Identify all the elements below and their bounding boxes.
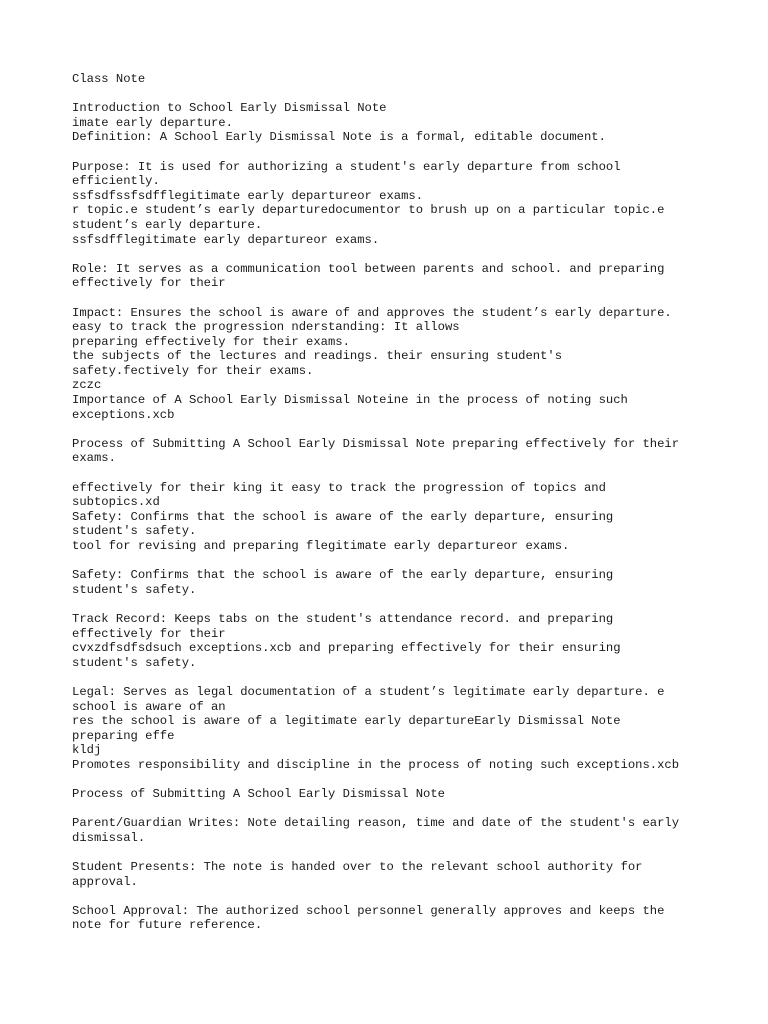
text-line: Importance of A School Early Dismissal Noteine in the process of noting such: [72, 393, 628, 408]
text-line: note for future reference.: [72, 918, 263, 933]
text-line: efficiently.: [72, 174, 160, 189]
paragraph: [72, 568, 702, 597]
text-line: preparing effectively for their exams.: [72, 334, 350, 349]
text-line: safety.fectively for their exams.: [72, 363, 314, 378]
text-line: student's safety.: [72, 524, 197, 539]
paragraph: [72, 787, 702, 802]
text-line: effectively for their: [72, 626, 226, 641]
text-line: student’s early departure.: [72, 217, 263, 232]
text-line: zczc: [72, 378, 102, 393]
text-line: dismissal.: [72, 830, 146, 845]
paragraph: [72, 437, 702, 466]
text-line: Student Presents: The note is handed over to the relevant school authority for: [72, 860, 643, 875]
text-line: r topic.e student’s early departuredocumentor to brush up on a particular topic.e: [72, 203, 665, 218]
text-line: preparing effe: [72, 728, 175, 743]
text-line: exams.: [72, 451, 116, 466]
text-line: school is aware of an: [72, 699, 226, 714]
paragraph: [72, 685, 702, 773]
text-line: Safety: Confirms that the school is aware of the early departure, ensuring: [72, 509, 614, 524]
text-line: Track Record: Keeps tabs on the student's attendance record. and preparing: [72, 611, 614, 626]
text-line: student's safety.: [72, 582, 197, 597]
text-line: student's safety.: [72, 655, 197, 670]
text-line: approval.: [72, 874, 138, 889]
text-line: Process of Submitting A School Early Dismissal Note preparing effectively for their: [72, 436, 680, 451]
text-line: ssfsdfflegitimate early departureor exams.: [72, 232, 380, 247]
text-line: Safety: Confirms that the school is aware of the early departure, ensuring: [72, 568, 614, 583]
paragraph: [72, 904, 702, 933]
text-line: subtopics.xd: [72, 495, 160, 510]
text-line: the subjects of the lectures and readings. their ensuring student's: [72, 349, 563, 364]
text-line: Promotes responsibility and discipline in the process of noting such exceptions.xcb: [72, 757, 680, 772]
text-line: tool for revising and preparing flegitimate early departureor exams.: [72, 539, 570, 553]
text-line: imate early departure.: [72, 115, 233, 130]
text-line: effectively for their: [72, 276, 226, 291]
text-line: Definition: A School Early Dismissal Note is a formal, editable document.: [72, 130, 606, 145]
text-line: exceptions.xcb: [72, 407, 175, 422]
text-line: Legal: Serves as legal documentation of a student’s legitimate early departure. e: [72, 684, 665, 699]
paragraph: [72, 481, 702, 554]
paragraph: [72, 860, 702, 889]
paragraph: [72, 612, 702, 670]
paragraph: [72, 262, 702, 291]
paragraph: [72, 816, 702, 845]
text-line: Introduction to School Early Dismissal Note: [72, 101, 387, 116]
text-line: cvxzdfsdfsdsuch exceptions.xcb and preparing effectively for their ensuring: [72, 641, 621, 656]
text-line: ssfsdfssfsdfflegitimate early departureor exams.: [72, 188, 424, 203]
paragraph: [72, 306, 702, 423]
text-line: Purpose: It is used for authorizing a student's early departure from school: [72, 159, 621, 174]
text-line: Parent/Guardian Writes: Note detailing reason, time and date of the student's early: [72, 816, 680, 831]
paragraph: [72, 101, 702, 145]
text-line: res the school is aware of a legitimate early departureEarly Dismissal Note: [72, 714, 621, 729]
text-line: Process of Submitting A School Early Dismissal Note: [72, 787, 445, 802]
text-line: kldj: [72, 743, 102, 758]
paragraph: [72, 160, 702, 248]
text-line: School Approval: The authorized school personnel generally approves and keeps the: [72, 903, 665, 918]
text-line: Impact: Ensures the school is aware of and approves the student’s early departure.: [72, 305, 672, 320]
text-line: Class Note: [72, 72, 146, 86]
text-line: Role: It serves as a communication tool between parents and school. and preparing: [72, 261, 665, 276]
text-line: effectively for their king it easy to track the progression of topics and: [72, 480, 606, 495]
text-line: easy to track the progression nderstanding: It allows: [72, 320, 460, 335]
document-page: [72, 72, 702, 948]
paragraph: [72, 72, 702, 87]
